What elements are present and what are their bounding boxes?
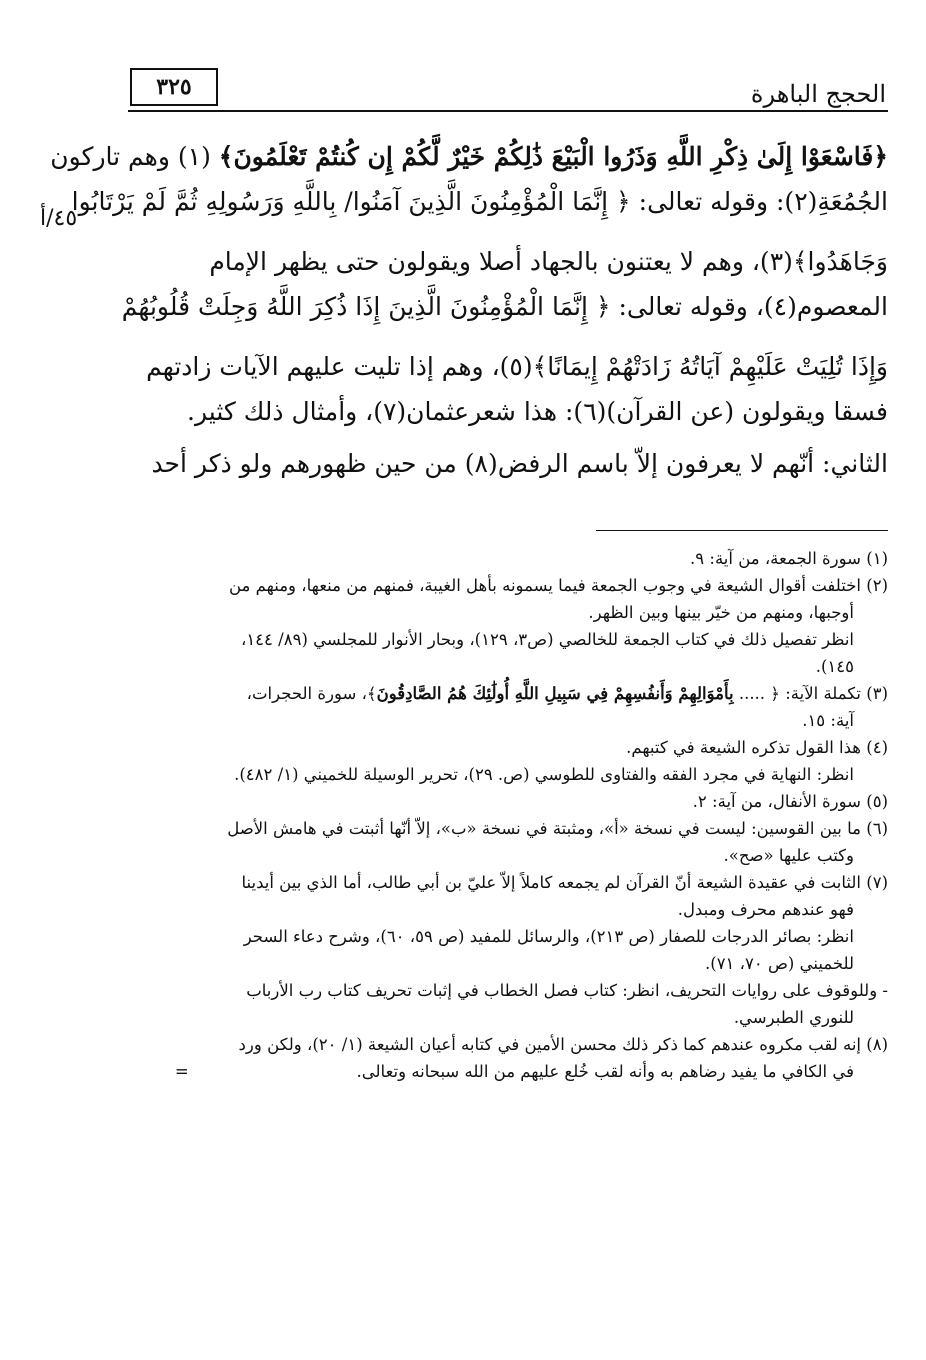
footnote-4-line-1: (٤) هذا القول تذكره الشيعة في كتبهم. <box>626 738 888 757</box>
footnote-3-line-1 <box>128 681 888 708</box>
footnotes <box>128 546 888 1086</box>
main-line-1 <box>50 142 888 172</box>
footnote-7-line-3: انظر: بصائر الدرجات للصفار (ص ٢١٣)، والرسائل للمفيد (ص ٥٩، ٦٠)، وشرح دعاء السحر <box>243 927 854 946</box>
footnote-2-line-1: (٢) اختلفت أقوال الشيعة في وجوب الجمعة فيما يسمونه بأهل الغيبة، فمنهم من منعها، ومنهم من <box>228 576 888 595</box>
quran-verse: ﴿فَاسْعَوْا إِلَىٰ ذِكْرِ اللَّهِ وَذَرُوا الْبَيْعَ ذَٰلِكُمْ خَيْرٌ لَّكُمْ إِن كُنتُمْ تَعْلَمُونَ﴾ <box>218 142 888 171</box>
header-rule <box>128 110 888 112</box>
main-line-5: وَإِذَا تُلِيَتْ عَلَيْهِمْ آيَاتُهُ زَادَتْهُمْ إِيمَانًا﴾(٥)، وهم إذا تليت عليهم الآيات زادتهم <box>146 352 888 381</box>
footnote-3-line-2: آية: ١٥. <box>802 711 854 730</box>
main-line-3: وَجَاهَدُوا﴾(٣)، وهم لا يعتنون بالجهاد أصلا ويقولون حتى يظهر الإمام <box>209 247 888 276</box>
footnote-2-line-4: ١٤٥). <box>815 657 854 676</box>
main-line-4: المعصوم(٤)، وقوله تعالى: ﴿ إِنَّمَا الْمُؤْمِنُونَ الَّذِينَ إِذَا ذُكِرَ اللَّهُ وَجِلَتْ قُلُوبُهُمْ <box>121 292 888 321</box>
running-title: الحجج الباهرة <box>750 80 886 108</box>
footnote-7-line-6: للنوري الطبرسي. <box>733 1008 854 1027</box>
page-number-box <box>130 68 218 106</box>
footnote-7-line-2: فهو عندهم محرف ومبدل. <box>677 900 854 919</box>
footnote-3-verse: بِأَمْوَالِهِمْ وَأَنفُسِهِمْ فِي سَبِيلِ اللَّهِ أُولَٰئِكَ هُمُ الصَّادِقُونَ <box>376 684 734 703</box>
main-line-6: فسقا ويقولون (عن القرآن)(٦): هذا شعرعثمان(٧)، وأمثال ذلك كثير. <box>187 397 888 426</box>
main-line-7: الثاني: أنّهم لا يعرفون إلاّ باسم الرفض(٨) من حين ظهورهم ولو ذكر أحد <box>151 449 888 478</box>
footnote-separator <box>596 530 888 531</box>
footnote-7-line-1: (٧) الثابت في عقيدة الشيعة أنّ القرآن لم يجمعه كاملاً إلاّ عليّ بن أبي طالب، أما الذي بين أيدينا <box>241 873 888 892</box>
continuation-mark: = <box>174 1062 189 1081</box>
footnote-6-line-2: وكتب عليها «صح». <box>723 846 854 865</box>
footnote-8-line-1: (٨) إنه لقب مكروه عندهم كما ذكر ذلك محسن الأمين في كتابه أعيان الشيعة (١/ ٢٠)، ولكن ورد <box>238 1035 888 1054</box>
footnote-2-line-3: انظر تفصيل ذلك في كتاب الجمعة للخالصي (ص٣، ١٢٩)، وبحار الأنوار للمجلسي (٨٩/ ١٤٤، <box>240 630 854 649</box>
footnote-1: (١) سورة الجمعة، من آية: ٩. <box>690 549 888 568</box>
footnote-4-line-2: انظر: النهاية في مجرد الفقه والفتاوى للطوسي (ص. ٢٩)، تحرير الوسيلة للخميني (١/ ٤٨٢). <box>234 765 854 784</box>
folio-reference: ٤٥/أ <box>40 206 78 231</box>
footnote-3-suffix: ﴾، سورة الحجرات، <box>246 684 377 703</box>
footnote-8-text: في الكافي ما يفيد رضاهم به وأنه لقب خُلع عليهم من الله سبحانه وتعالى. <box>356 1062 854 1081</box>
footnote-7-line-4: للخميني (ص ٧٠، ٧١). <box>705 954 854 973</box>
footnote-7-line-5: - وللوقوف على روايات التحريف، انظر: كتاب فصل الخطاب في إثبات تحريف كتاب رب الأرباب <box>246 981 888 1000</box>
page-number: ٣٢٥ <box>156 74 192 100</box>
footnote-5: (٥) سورة الأنفال، من آية: ٢. <box>692 792 888 811</box>
footnote-3-prefix: (٣) تكملة الآية: ﴿ ..... <box>733 684 888 703</box>
footnote-2-line-2: أوجبها، ومنهم من خيّر بينها وبين الظهر. <box>588 603 854 622</box>
main-line-1-tail: (١) وهم تاركون <box>50 142 211 171</box>
footnote-8-line-2 <box>128 1059 888 1086</box>
footnote-6-line-1: (٦) ما بين القوسين: ليست في نسخة «أ»، ومثبتة في نسخة «ب»، إلاّ أنّها أثبتت في هامش الأصل <box>227 819 888 838</box>
main-line-2: الجُمُعَةِ(٢): وقوله تعالى: ﴿ إِنَّمَا الْمُؤْمِنُونَ الَّذِينَ آمَنُوا/ بِاللَّهِ وَرَسُولِهِ ثُمَّ لَمْ يَرْتَابُوا <box>71 187 888 216</box>
